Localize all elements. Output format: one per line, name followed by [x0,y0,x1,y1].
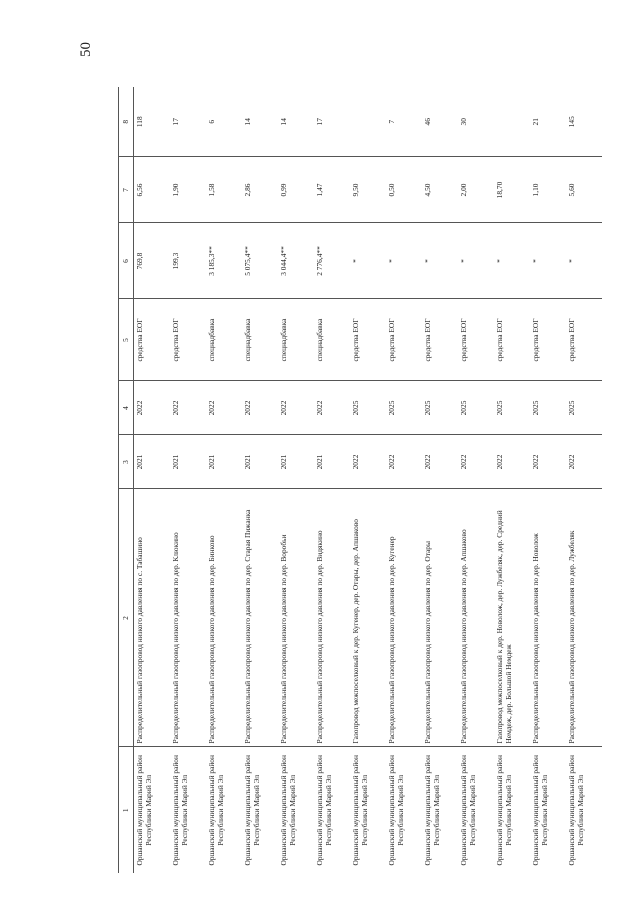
district-cell: Оршанский муниципальный район Республики Марий Эл [531,755,549,866]
households-cell: 30 [458,87,494,157]
length-cell: 9,50 [350,157,386,223]
district-cell: Оршанский муниципальный район Республики Марий Эл [495,755,513,866]
cost-cell: 2 776,4** [314,223,350,299]
column-number-row [119,87,134,873]
column-header: 8 [119,87,134,157]
end-year-cell: 2025 [494,381,530,435]
table-row [278,87,314,873]
column-header: 6 [119,223,134,299]
length-cell: 1,90 [170,157,206,223]
length-cell: 2,86 [242,157,278,223]
table-row [350,87,386,873]
cost-cell: 3 185,3** [206,223,242,299]
cost-cell: 3 044,4** [278,223,314,299]
object-cell: Газопровод межпоселковый к дер. Кугенер, дер. Отары, дер. Апшаково [350,489,386,747]
district-cell: Оршанский муниципальный район Республики Марий Эл [171,755,189,866]
start-year-cell: 2021 [242,435,278,489]
object-cell: Распределительный газопровод низкого давления по дер. Кугенер [386,489,422,747]
households-cell: 6 [206,87,242,157]
households-cell: 14 [242,87,278,157]
table-row [494,87,530,873]
district-cell: Оршанский муниципальный район Республики Марий Эл [243,755,261,866]
object-cell: Распределительный газопровод низкого давления по дер. Лужбеляк [566,489,602,747]
end-year-cell: 2025 [350,381,386,435]
cost-cell: 769,8 [134,223,171,299]
start-year-cell: 2022 [566,435,602,489]
start-year-cell: 2021 [278,435,314,489]
cost-cell: * [422,223,458,299]
column-header: 3 [119,435,134,489]
object-cell: Распределительный газопровод низкого давления по дер. Старая Пижанка [242,489,278,747]
households-cell: 46 [422,87,458,157]
length-cell: 4,50 [422,157,458,223]
column-header: 4 [119,381,134,435]
district-cell: Оршанский муниципальный район Республики Марий Эл [315,755,333,866]
district-cell: Оршанский муниципальный район Республики Марий Эл [387,755,405,866]
start-year-cell: 2022 [422,435,458,489]
length-cell: 1,58 [206,157,242,223]
object-cell: Распределительный газопровод низкого давления по дер. Воробьи [278,489,314,747]
table-row [566,87,602,873]
district-cell: Оршанский муниципальный район Республики Марий Эл [567,755,585,866]
object-cell: Распределительный газопровод низкого давления по дер. Апшаково [458,489,494,747]
page-number: 50 [78,42,94,57]
households-cell [350,87,386,157]
length-cell: 5,60 [566,157,602,223]
table-body [134,87,603,873]
object-cell: Распределительный газопровод низкого давления по дер. Видякино [314,489,350,747]
funding-source-cell: средства ЕОГ [530,299,566,381]
object-cell: Распределительный газопровод низкого давления по дер. Клюкино [170,489,206,747]
funding-source-cell: средства ЕОГ [494,299,530,381]
district-cell: Оршанский муниципальный район Республики Марий Эл [279,755,297,866]
end-year-cell: 2022 [206,381,242,435]
object-cell: Распределительный газопровод низкого давления по дер. Новолож [530,489,566,747]
funding-source-cell: спецнадбавка [278,299,314,381]
households-cell [494,87,530,157]
households-cell: 145 [566,87,602,157]
end-year-cell: 2022 [278,381,314,435]
object-cell: Распределительный газопровод низкого давления по дер. Отары [422,489,458,747]
funding-source-cell: средства ЕОГ [458,299,494,381]
table-row [134,87,171,873]
funding-source-cell: средства ЕОГ [422,299,458,381]
funding-source-cell: средства ЕОГ [134,299,171,381]
table-row [530,87,566,873]
households-cell: 17 [314,87,350,157]
district-cell: Оршанский муниципальный район Республики Марий Эл [459,755,477,866]
end-year-cell: 2022 [314,381,350,435]
district-cell: Оршанский муниципальный район Республики Марий Эл [423,755,441,866]
start-year-cell: 2022 [530,435,566,489]
cost-cell: * [458,223,494,299]
column-header: 7 [119,157,134,223]
end-year-cell: 2025 [422,381,458,435]
gas-pipeline-table [118,87,602,873]
cost-cell: * [494,223,530,299]
column-header: 1 [119,747,134,873]
start-year-cell: 2021 [170,435,206,489]
start-year-cell: 2022 [350,435,386,489]
funding-source-cell: средства ЕОГ [170,299,206,381]
start-year-cell: 2021 [134,435,171,489]
funding-source-cell: средства ЕОГ [386,299,422,381]
funding-source-cell: спецнадбавка [242,299,278,381]
start-year-cell: 2022 [494,435,530,489]
end-year-cell: 2025 [530,381,566,435]
households-cell: 118 [134,87,171,157]
table-row [314,87,350,873]
table-row [458,87,494,873]
end-year-cell: 2025 [458,381,494,435]
length-cell: 2,00 [458,157,494,223]
end-year-cell: 2022 [134,381,171,435]
funding-source-cell: спецнадбавка [206,299,242,381]
start-year-cell: 2022 [386,435,422,489]
object-cell: Распределительный газопровод низкого давления по дер. Бинково [206,489,242,747]
funding-source-cell: спецнадбавка [314,299,350,381]
cost-cell: * [530,223,566,299]
object-cell: Газопровод межпоселковый к дер. Новолож, дер. Лужбеляк, дер. Средний Немдеж, дер. Большой Немдеж [494,489,530,747]
end-year-cell: 2025 [386,381,422,435]
length-cell: 0,99 [278,157,314,223]
cost-cell: 199,3 [170,223,206,299]
households-cell: 21 [530,87,566,157]
households-cell: 14 [278,87,314,157]
cost-cell: * [386,223,422,299]
cost-cell: * [566,223,602,299]
households-cell: 7 [386,87,422,157]
district-cell: Оршанский муниципальный район Республики Марий Эл [207,755,225,866]
cost-cell: * [350,223,386,299]
length-cell: 1,47 [314,157,350,223]
district-cell: Оршанский муниципальный район Республики Марий Эл [135,755,153,866]
cost-cell: 5 075,4** [242,223,278,299]
start-year-cell: 2022 [458,435,494,489]
length-cell: 6,56 [134,157,171,223]
object-cell: Распределительный газопровод низкого давления по с. Табашино [134,489,171,747]
funding-source-cell: средства ЕОГ [566,299,602,381]
district-cell: Оршанский муниципальный район Республики Марий Эл [351,755,369,866]
start-year-cell: 2021 [314,435,350,489]
end-year-cell: 2022 [242,381,278,435]
table-row [206,87,242,873]
length-cell: 1,10 [530,157,566,223]
table-row [170,87,206,873]
table-row [386,87,422,873]
funding-source-cell: средства ЕОГ [350,299,386,381]
households-cell: 17 [170,87,206,157]
end-year-cell: 2025 [566,381,602,435]
table-row [422,87,458,873]
length-cell: 18,70 [494,157,530,223]
end-year-cell: 2022 [170,381,206,435]
start-year-cell: 2021 [206,435,242,489]
column-header: 5 [119,299,134,381]
column-header: 2 [119,489,134,747]
length-cell: 0,50 [386,157,422,223]
table-row [242,87,278,873]
